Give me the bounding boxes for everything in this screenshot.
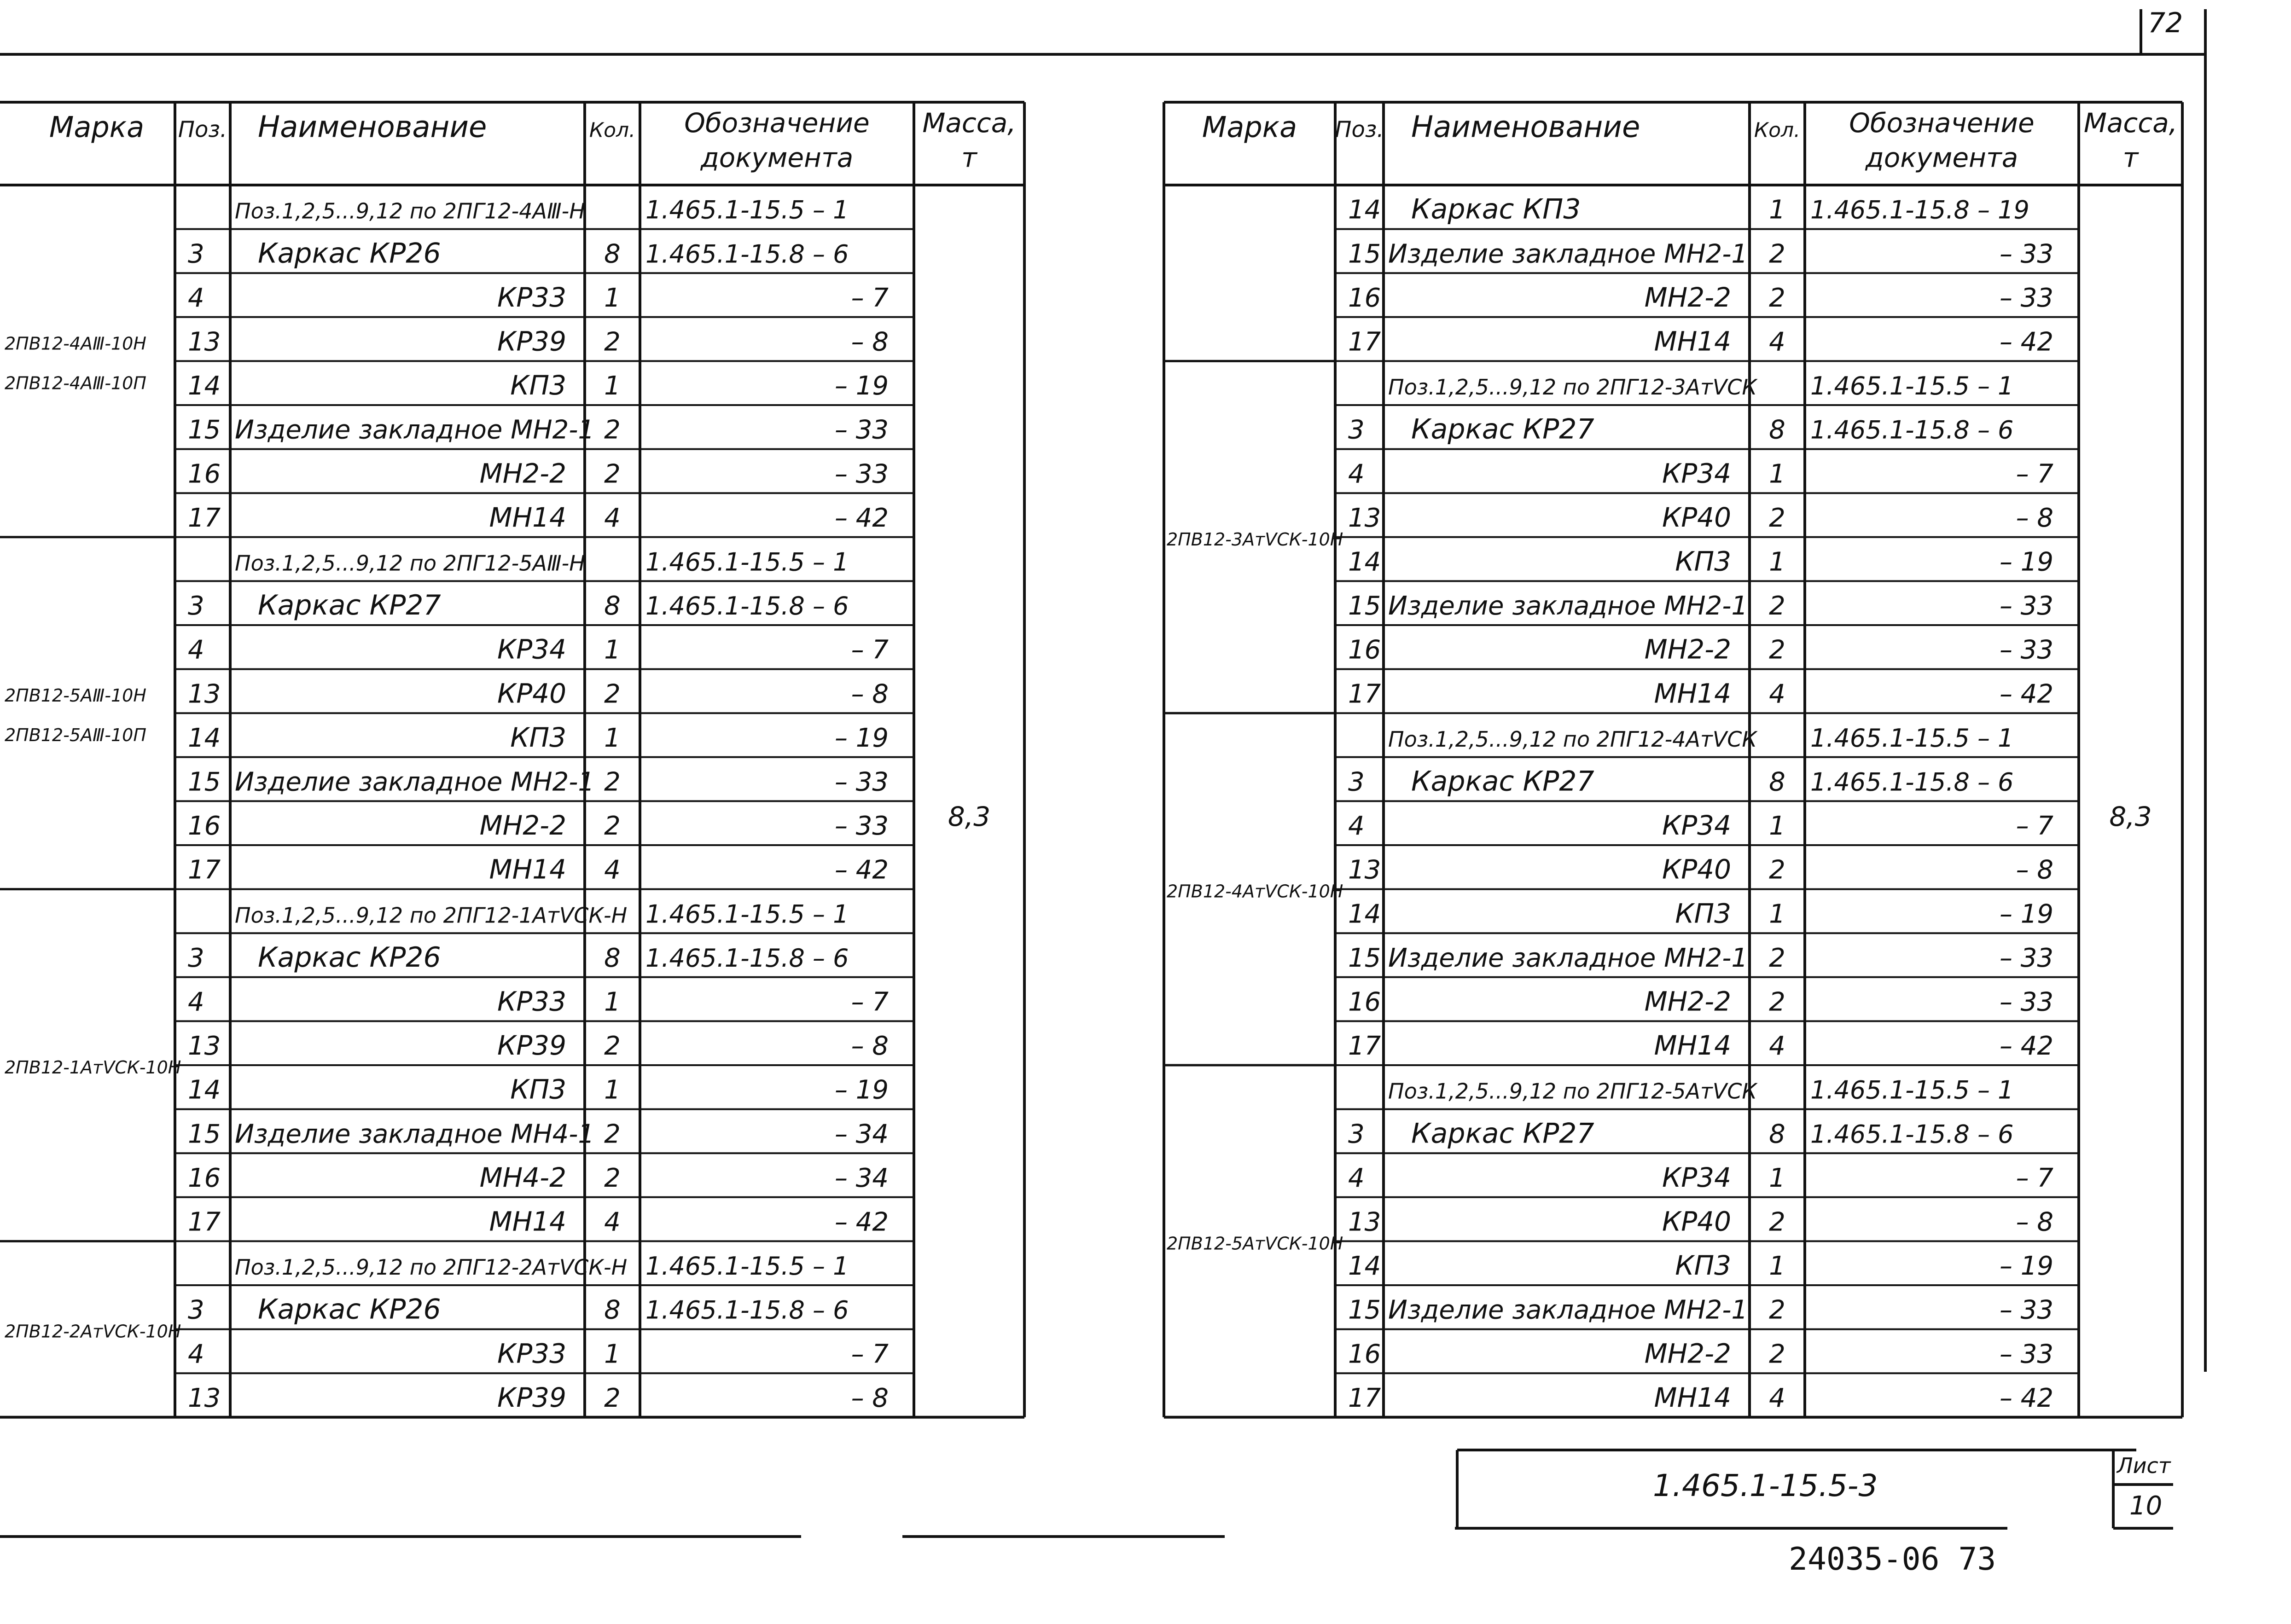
cell-qty: 4 [1769,679,1785,709]
cell-qty: 2 [1769,1339,1785,1369]
cell-doc: 1.465.1-15.5 – 1 [645,899,849,929]
cell-name: КР33 [497,986,566,1017]
cell-doc: – 8 [851,679,889,709]
cell-name: МН2-2 [479,458,566,489]
cell-name: МН2-2 [1644,281,1731,313]
cell-name: Поз.1,2,5...9,12 по 2ПГ12-4АⅢ-Н [235,198,585,224]
cell-pos: 14 [188,1075,221,1105]
cell-qty: 8 [604,591,621,621]
cell-name: КР33 [497,281,566,313]
sheet-number: 10 [2129,1491,2163,1521]
cell-name: МН4-2 [479,1161,566,1193]
cell-name: Каркас КР26 [258,1293,441,1326]
cell-doc: – 42 [834,1207,889,1237]
cell-doc: – 19 [834,1075,889,1105]
cell-pos: 14 [1348,1251,1381,1282]
cell-doc: – 33 [834,767,889,797]
cell-qty: 1 [1769,1163,1785,1193]
cell-qty: 2 [604,459,621,489]
cell-pos: 15 [188,767,221,797]
cell-doc: 1.465.1-15.8 – 6 [645,1295,849,1325]
cell-qty: 2 [1769,503,1785,533]
header-qty: Кол. [1754,118,1801,142]
header-name: Наименование [1411,110,1640,145]
cell-pos: 13 [1348,855,1381,885]
cell-doc: – 7 [851,283,889,313]
cell-name: Каркас КР27 [1411,1117,1594,1150]
cell-name: МН14 [1654,678,1731,709]
cell-doc: – 8 [851,327,889,357]
cell-pos: 15 [1348,239,1381,269]
cell-pos: 4 [188,987,204,1017]
cell-qty: 8 [604,943,621,973]
header-doc-line2: документа [1865,142,2018,174]
cell-doc: – 42 [1999,327,2053,357]
cell-qty: 2 [604,1031,621,1061]
cell-qty: 2 [1769,591,1785,621]
cell-qty: 2 [1769,1295,1785,1325]
cell-doc: 1.465.1-15.8 – 6 [1810,1119,2014,1149]
header-doc-line1: Обозначение [1849,107,2035,139]
sheet-label: Лист [2117,1453,2171,1478]
cell-doc: – 7 [2016,1163,2053,1193]
page-number: 72 [2148,7,2183,39]
header-pos: Поз. [1335,116,1384,143]
cell-doc: – 33 [1999,283,2053,313]
cell-pos: 14 [1348,547,1381,577]
cell-doc: – 33 [1999,1295,2053,1325]
cell-doc: 1.465.1-15.8 – 6 [645,239,849,269]
cell-qty: 4 [1769,1031,1785,1061]
cell-qty: 2 [604,1163,621,1193]
cell-name: Изделие закладное МН2-1 [1388,591,1748,621]
cell-name: МН14 [489,501,566,533]
cell-doc: – 33 [1999,239,2053,269]
cell-qty: 4 [604,855,621,885]
cell-doc: – 7 [2016,811,2053,841]
cell-qty: 4 [1769,1383,1785,1413]
cell-pos: 3 [188,591,204,621]
cell-pos: 17 [1348,1383,1381,1413]
document-designation-text: 1.465.1-15.5-3 [1653,1468,1878,1503]
cell-doc: – 42 [1999,1383,2053,1413]
cell-doc: 1.465.1-15.5 – 1 [645,195,849,225]
cell-name: МН14 [489,1206,566,1237]
cell-pos: 3 [1348,1119,1365,1149]
cell-doc: – 42 [1999,679,2053,709]
cell-qty: 8 [1769,415,1785,445]
cell-mark: 2ПВ12-3АтⅤСК-10Н [1167,529,1343,550]
cell-pos: 17 [1348,1031,1381,1061]
cell-name: Поз.1,2,5...9,12 по 2ПГ12-4АтⅤСК [1388,726,1757,752]
cell-name: КР34 [1662,810,1731,841]
cell-pos: 4 [1348,811,1365,841]
cell-doc: – 33 [1999,1339,2053,1369]
cell-qty: 2 [604,767,621,797]
cell-doc: 1.465.1-15.8 – 6 [1810,767,2014,797]
cell-doc: – 8 [2016,855,2053,885]
cell-name: Каркас КР26 [258,237,441,270]
cell-doc: – 33 [834,811,889,841]
header-pos: Поз. [178,116,227,143]
cell-qty: 1 [1769,1251,1785,1282]
header-mass-line1: Масса, [2083,107,2178,139]
cell-mark: 2ПВ12-5АⅢ-10П [5,725,146,746]
cell-doc: – 19 [1999,547,2053,577]
cell-doc: – 19 [1999,1251,2053,1282]
cell-pos: 16 [1348,1339,1381,1369]
left-specification-table [0,102,1024,1417]
cell-name: КР40 [1662,1206,1731,1237]
cell-name: Изделие закладное МН2-1 [235,415,595,445]
cell-qty: 1 [1769,547,1785,577]
header-name: Наименование [258,110,487,145]
cell-doc: – 34 [834,1163,889,1193]
cell-pos: 14 [188,723,221,753]
cell-qty: 1 [604,723,621,753]
cell-pos: 15 [188,1119,221,1149]
cell-name: МН14 [1654,325,1731,357]
cell-doc: 1.465.1-15.5 – 1 [1810,723,2014,753]
cell-name: МН14 [489,853,566,885]
cell-doc: – 42 [834,855,889,885]
cell-name: КР40 [497,678,566,709]
cell-name: Изделие закладное МН4-1 [235,1119,595,1149]
cell-pos: 13 [188,1031,221,1061]
cell-pos: 13 [1348,1207,1381,1237]
cell-pos: 4 [188,635,204,665]
cell-name: МН2-2 [479,810,566,841]
cell-doc: 1.465.1-15.5 – 1 [645,1252,849,1281]
cell-name: КР39 [497,1381,566,1413]
cell-pos: 4 [1348,459,1365,489]
cell-mark: 2ПВ12-5АⅢ-10Н [5,685,146,706]
archive-number: 24035-06 73 [1789,1541,1996,1578]
cell-name: КР34 [1662,1161,1731,1193]
cell-pos: 16 [188,811,221,841]
cell-pos: 3 [188,943,204,973]
header-mass-line1: Масса, [922,107,1016,139]
header-mark: Марка [49,110,145,144]
cell-name: Каркас КР27 [1411,413,1594,446]
cell-doc: – 7 [851,635,889,665]
cell-mark: 2ПВ12-4АтⅤСК-10Н [1167,881,1343,902]
header-qty: Кол. [589,118,636,142]
cell-name: КП3 [1675,545,1731,577]
cell-pos: 14 [1348,195,1381,225]
cell-qty: 4 [604,503,621,533]
cell-doc: – 8 [2016,1207,2053,1237]
cell-doc: – 19 [834,723,889,753]
cell-qty: 8 [1769,767,1785,797]
cell-name: КР33 [497,1338,566,1369]
cell-name: КП3 [510,370,566,401]
cell-pos: 13 [188,327,221,357]
cell-pos: 13 [188,1383,221,1413]
cell-name: Каркас КР27 [258,589,441,622]
cell-pos: 15 [1348,591,1381,621]
cell-doc: – 19 [1999,899,2053,929]
cell-doc: – 33 [1999,987,2053,1017]
cell-pos: 16 [188,459,221,489]
cell-pos: 15 [1348,1295,1381,1325]
cell-qty: 2 [604,811,621,841]
mass-value: 8,3 [948,800,991,832]
cell-doc: – 33 [1999,635,2053,665]
cell-qty: 2 [1769,855,1785,885]
cell-name: Каркас КП3 [1411,193,1581,226]
cell-pos: 3 [1348,415,1365,445]
cell-name: КП3 [510,1073,566,1105]
cell-pos: 13 [188,679,221,709]
cell-name: Поз.1,2,5...9,12 по 2ПГ12-1АтⅤСК-Н [235,903,628,928]
cell-qty: 2 [1769,239,1785,269]
cell-name: КР40 [1662,853,1731,885]
cell-qty: 2 [1769,283,1785,313]
cell-doc: – 7 [2016,459,2053,489]
cell-doc: 1.465.1-15.8 – 19 [1810,195,2029,225]
cell-pos: 16 [1348,283,1381,313]
cell-doc: – 42 [834,503,889,533]
cell-name: КР34 [497,633,566,665]
header-doc-line2: документа [700,142,854,174]
right-specification-table [1164,102,2182,1417]
header-mark: Марка [1202,110,1297,144]
cell-name: МН2-2 [1644,986,1731,1017]
cell-pos: 15 [1348,943,1381,973]
cell-name: КП3 [510,721,566,753]
cell-qty: 1 [604,1075,621,1105]
cell-name: Каркас КР26 [258,941,441,974]
header-doc-line1: Обозначение [684,107,870,139]
mass-value: 8,3 [2109,800,2152,832]
cell-name: Изделие закладное МН2-1 [235,767,595,797]
cell-pos: 13 [1348,503,1381,533]
cell-name: КП3 [1675,898,1731,929]
cell-qty: 1 [1769,195,1785,225]
cell-mark: 2ПВ12-4АⅢ-10Н [5,333,146,354]
cell-qty: 1 [604,635,621,665]
cell-name: Изделие закладное МН2-1 [1388,1295,1748,1325]
cell-qty: 1 [604,371,621,401]
cell-name: Изделие закладное МН2-1 [1388,239,1748,269]
cell-qty: 2 [604,327,621,357]
cell-qty: 2 [1769,635,1785,665]
cell-name: МН2-2 [1644,633,1731,665]
cell-pos: 4 [188,283,204,313]
cell-qty: 1 [604,987,621,1017]
cell-pos: 3 [1348,767,1365,797]
cell-qty: 2 [1769,943,1785,973]
cell-name: МН2-2 [1644,1338,1731,1369]
cell-pos: 17 [1348,327,1381,357]
cell-pos: 4 [1348,1163,1365,1193]
cell-pos: 3 [188,1295,204,1325]
cell-name: Поз.1,2,5...9,12 по 2ПГ12-5АⅢ-Н [235,551,585,576]
cell-doc: – 8 [851,1031,889,1061]
cell-qty: 8 [604,1295,621,1325]
cell-doc: 1.465.1-15.5 – 1 [1810,1075,2014,1105]
cell-doc: 1.465.1-15.8 – 6 [1810,415,2014,445]
cell-doc: – 33 [834,459,889,489]
cell-qty: 2 [604,679,621,709]
cell-name: КР39 [497,1030,566,1061]
cell-pos: 4 [188,1339,204,1369]
cell-name: МН14 [1654,1381,1731,1413]
cell-doc: – 19 [834,371,889,401]
cell-name: КР34 [1662,458,1731,489]
cell-pos: 17 [188,503,221,533]
cell-doc: – 33 [1999,943,2053,973]
cell-qty: 1 [1769,459,1785,489]
cell-pos: 14 [188,371,221,401]
cell-name: Каркас КР27 [1411,765,1594,798]
cell-qty: 4 [604,1207,621,1237]
cell-name: Изделие закладное МН2-1 [1388,943,1748,973]
cell-name: КП3 [1675,1250,1731,1282]
cell-pos: 17 [188,855,221,885]
cell-pos: 14 [1348,899,1381,929]
header-mass-line2: т [2122,142,2139,174]
cell-qty: 2 [1769,1207,1785,1237]
cell-doc: 1.465.1-15.5 – 1 [645,547,849,577]
cell-qty: 2 [604,1383,621,1413]
cell-name: Поз.1,2,5...9,12 по 2ПГ12-2АтⅤСК-Н [235,1255,628,1280]
cell-pos: 15 [188,415,221,445]
cell-pos: 3 [188,239,204,269]
cell-name: КР39 [497,325,566,357]
cell-mark: 2ПВ12-2АтⅤСК-10Н [5,1321,181,1342]
cell-qty: 2 [604,1119,621,1149]
cell-doc: – 33 [1999,591,2053,621]
cell-pos: 16 [1348,635,1381,665]
cell-qty: 2 [604,415,621,445]
cell-qty: 1 [604,1339,621,1369]
cell-pos: 16 [188,1163,221,1193]
cell-qty: 8 [604,239,621,269]
cell-qty: 1 [1769,899,1785,929]
cell-qty: 8 [1769,1119,1785,1149]
cell-doc: – 8 [2016,503,2053,533]
cell-name: Поз.1,2,5...9,12 по 2ПГ12-5АтⅤСК [1388,1079,1757,1104]
cell-mark: 2ПВ12-5АтⅤСК-10Н [1167,1233,1343,1254]
cell-doc: – 7 [851,1339,889,1369]
cell-doc: – 34 [834,1119,889,1149]
cell-name: МН14 [1654,1030,1731,1061]
cell-name: КР40 [1662,501,1731,533]
cell-doc: 1.465.1-15.8 – 6 [645,592,849,621]
cell-doc: – 33 [834,415,889,445]
cell-doc: – 42 [1999,1031,2053,1061]
cell-pos: 17 [188,1207,221,1237]
cell-doc: – 7 [851,987,889,1017]
cell-doc: – 8 [851,1383,889,1413]
cell-pos: 17 [1348,679,1381,709]
cell-qty: 4 [1769,327,1785,357]
cell-qty: 1 [1769,811,1785,841]
header-mass-line2: т [961,142,977,174]
cell-qty: 2 [1769,987,1785,1017]
cell-qty: 1 [604,283,621,313]
cell-name: Поз.1,2,5...9,12 по 2ПГ12-3АтⅤСК [1388,375,1757,400]
cell-doc: 1.465.1-15.8 – 6 [645,943,849,973]
cell-doc: 1.465.1-15.5 – 1 [1810,371,2014,401]
cell-mark: 2ПВ12-4АⅢ-10П [5,373,146,394]
cell-mark: 2ПВ12-1АтⅤСК-10Н [5,1057,181,1078]
cell-pos: 16 [1348,987,1381,1017]
